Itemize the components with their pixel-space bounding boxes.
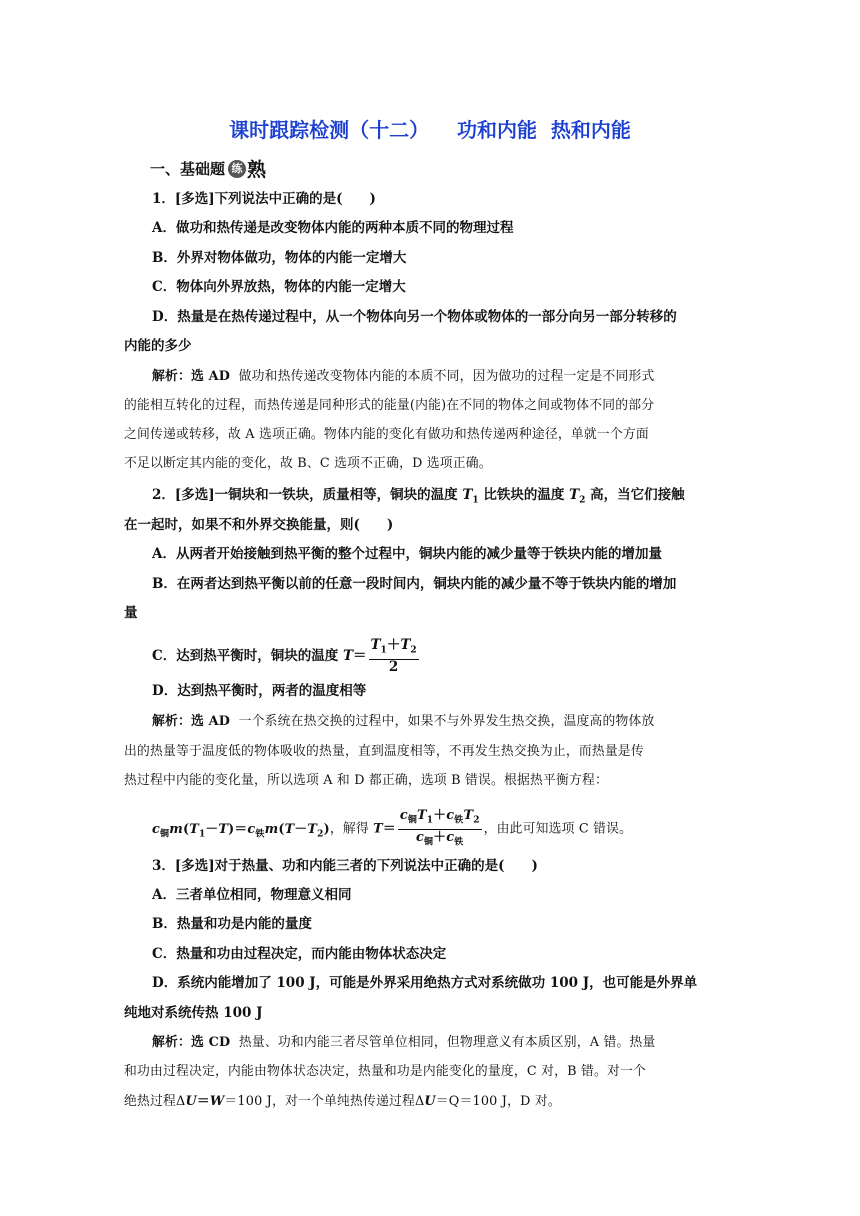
q3-option-d-line2: 纯地对系统传热 100 J — [124, 1005, 263, 1021]
q1-option-c: C．物体向外界放热，物体的内能一定增大 — [152, 279, 406, 295]
q3-option-a: A．三者单位相同，物理意义相同 — [152, 887, 352, 903]
q2-stem-part2: 比铁块的温度 — [478, 487, 570, 503]
q3-explanation-line1 — [152, 1033, 772, 1053]
q2-explanation-line1 — [152, 712, 772, 732]
q1-explanation-line4: 不足以断定其内能的变化，故 B、C 选项不正确，D 选项正确。 — [124, 456, 492, 471]
q2-c-fraction: $\frac{T_1+T_2}{2}$ — [370, 637, 417, 675]
q2-option-b-line1: B．在两者达到热平衡以前的任意一段时间内，铜块内能的减少量不等于铁块内能的增加 — [152, 576, 677, 592]
practice-badge-icon: 练 — [228, 160, 246, 178]
q3-explanation-text3c: ＝Q＝100 J，D 对。 — [435, 1094, 561, 1109]
q2-stem-part3: 高，当它们接触 — [585, 487, 685, 503]
q3-explanation-text3b: ＝100 J，对一个单纯热传递过程Δ — [224, 1094, 425, 1109]
q1-option-a: A．做功和热传递是改变物体内能的两种本质不同的物理过程 — [152, 220, 514, 236]
q3-option-b: B．热量和功是内能的量度 — [152, 916, 312, 932]
page-title: 课时跟踪检测（十二） 功和内能 热和内能 — [229, 118, 631, 142]
q1-option-d-line1: D．热量是在热传递过程中，从一个物体向另一个物体或物体的一部分向另一部分转移的 — [152, 309, 677, 325]
q1-explanation-line1 — [152, 367, 772, 387]
q2-option-c: C．达到热平衡时，铜块的温度 T＝ $\frac{T_1+T_2}{2}$ — [152, 637, 417, 675]
q1-answer-label: 解析：选 AD — [152, 369, 231, 384]
q1-explanation-line2: 的能相互转化的过程，而热传递是同种形式的能量(内能)在不同的物体之间或物体不同的部分 — [124, 398, 655, 413]
q2-formula-text1: ，解得 — [329, 821, 374, 837]
q2-explanation-formula: $c_铜m(T_1-T)=c_铁m(T-T_2)$，解得 T＝ $\frac{c_铜T_1+c_铁T_2}{c_铜+c_铁}$ ，由此可知选项 C 错误。 — [152, 808, 772, 850]
q3-answer-label: 解析：选 CD — [152, 1035, 231, 1050]
q2-option-b-line2: 量 — [124, 605, 138, 621]
q2-solution-fraction: $\frac{c_铜T_1+c_铁T_2}{c_铜+c_铁}$ — [399, 808, 480, 848]
q3-explanation-text3a: 绝热过程Δ — [124, 1094, 186, 1109]
q1-option-b: B．外界对物体做功，物体的内能一定增大 — [152, 250, 407, 266]
q2-explanation-line3: 热过程中内能的变化量，所以选项 A 和 D 都正确，选项 B 错误。根据热平衡方程： — [124, 773, 609, 788]
q2-answer-label: 解析：选 AD — [152, 714, 231, 729]
q2-stem-line2: 在一起时，如果不和外界交换能量，则( ) — [124, 517, 394, 533]
q2-option-a: A．从两者开始接触到热平衡的整个过程中，铜块内能的减少量等于铁块内能的增加量 — [152, 546, 662, 562]
q1-stem: 1．[多选]下列说法中正确的是( ) — [152, 191, 376, 207]
q1-explanation-text1: 做功和热传递改变物体内能的本质不同，因为做功的过程一定是不同形式 — [238, 369, 655, 384]
q3-stem: 3．[多选]对于热量、功和内能三者的下列说法中正确的是( ) — [152, 858, 538, 874]
q3-explanation-line3: 绝热过程ΔU＝W＝100 J，对一个单纯热传递过程ΔU＝Q＝100 J，D 对。 — [124, 1094, 561, 1109]
q3-explanation-text1: 热量、功和内能三者尽管单位相同，但物理意义有本质区别，A 错。热量 — [238, 1035, 656, 1050]
q3-explanation-line2: 和功由过程决定，内能由物体状态决定，热量和功是内能变化的量度，C 对，B 错。对一个 — [124, 1064, 647, 1079]
section-big-char: 熟 — [247, 159, 267, 181]
q1-explanation-line3: 之间传递或转移，故 A 选项正确。物体内能的变化有做功和热传递两种途径，单就一个方面 — [124, 427, 649, 442]
q2-explanation-line2: 出的热量等于温度低的物体吸收的热量，直到温度相等，不再发生热交换为止，而热量是传 — [124, 744, 644, 759]
q2-stem-line1: 2．[多选]一铜块和一铁块，质量相等，铜块的温度 $T_1$ 比铁块的温度 $T_2$ 高，当它们接触 — [152, 487, 685, 506]
q3-option-c: C．热量和功由过程决定，而内能由物体状态决定 — [152, 946, 447, 962]
q2-formula-text2: ，由此可知选项 C 错误。 — [483, 821, 633, 837]
section-label: 一、基础题 — [150, 160, 226, 178]
q1-option-d-line2: 内能的多少 — [124, 338, 192, 354]
section-heading — [150, 155, 266, 182]
q2-option-c-text: C．达到热平衡时，铜块的温度 — [152, 647, 343, 664]
q2-stem-part1: 2．[多选]一铜块和一铁块，质量相等，铜块的温度 — [152, 487, 463, 503]
q3-option-d-line1: D．系统内能增加了 100 J，可能是外界采用绝热方式对系统做功 100 J，也可能是外界单 — [152, 975, 698, 991]
q2-option-d: D．达到热平衡时，两者的温度相等 — [152, 683, 367, 699]
q2-explanation-text1: 一个系统在热交换的过程中，如果不与外界发生热交换，温度高的物体放 — [238, 714, 655, 729]
